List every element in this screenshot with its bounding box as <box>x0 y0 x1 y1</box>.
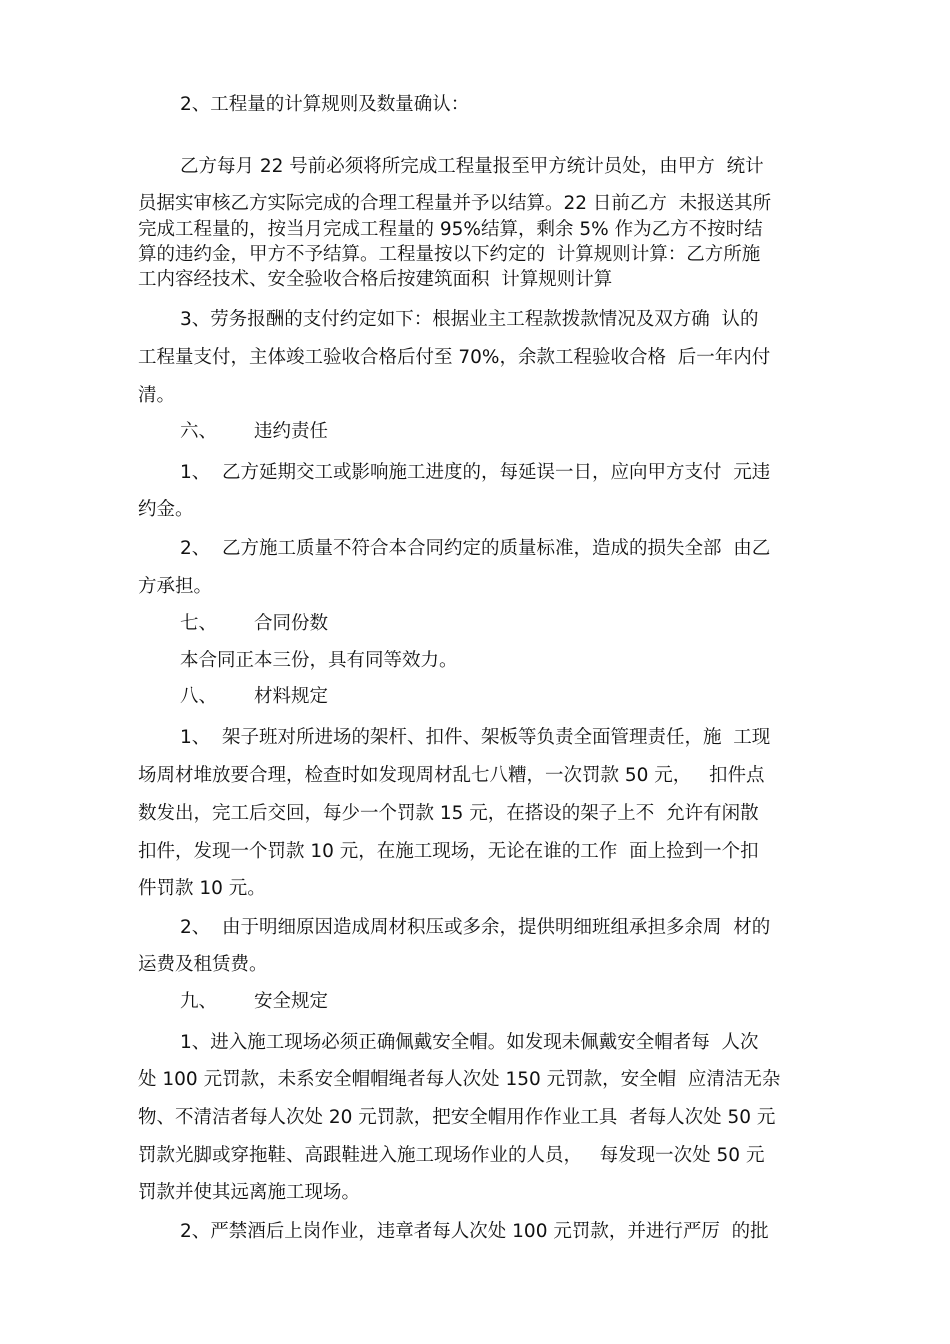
paragraph-line: 1、 乙方延期交工或影响施工进度的，每延误一日，应向甲方支付 元违 <box>180 462 771 483</box>
paragraph-line: 清。 <box>138 385 176 406</box>
paragraph-line: 1、进入施工现场必须正确佩戴安全帽。如发现未佩戴安全帽者每 人次 <box>180 1032 759 1053</box>
section-number: 六、 <box>180 421 218 442</box>
paragraph-line: 罚款并使其远离施工现场。 <box>138 1182 361 1203</box>
section-title: 合同份数 <box>254 613 329 634</box>
paragraph-line: 工内容经技术、安全验收合格后按建筑面积 计算规则计算 <box>138 269 613 290</box>
section-title: 违约责任 <box>254 421 329 442</box>
paragraph-line: 数发出，完工后交回，每少一个罚款 15 元，在搭设的架子上不 允许有闲散 <box>138 803 759 824</box>
paragraph-line: 乙方每月 22 号前必须将所完成工程量报至甲方统计员处，由甲方 统计 <box>180 156 764 177</box>
paragraph-line: 2、严禁酒后上岗作业，违章者每人次处 100 元罚款，并进行严厉 的批 <box>180 1221 769 1242</box>
paragraph-line: 1、 架子班对所进场的架杆、扣件、架板等负责全面管理责任，施 工现 <box>180 727 771 748</box>
section-number: 七、 <box>180 613 218 634</box>
paragraph-line: 工程量支付，主体竣工验收合格后付至 70%，余款工程验收合格 后一年内付 <box>138 347 771 368</box>
paragraph-line: 完成工程量的，按当月完成工程量的 95%结算，剩余 5% 作为乙方不按时结 <box>138 219 763 240</box>
section-title: 材料规定 <box>254 686 329 707</box>
paragraph-line: 约金。 <box>138 499 194 520</box>
paragraph-line: 2、 由于明细原因造成周材积压或多余，提供明细班组承担多余周 材的 <box>180 917 771 938</box>
paragraph-line: 算的违约金，甲方不予结算。工程量按以下约定的 计算规则计算：乙方所施 <box>138 244 761 265</box>
paragraph-line: 2、 乙方施工质量不符合本合同约定的质量标准，造成的损失全部 由乙 <box>180 538 771 559</box>
section-number: 八、 <box>180 686 218 707</box>
paragraph-line: 场周材堆放要合理，检查时如发现周材乱七八糟，一次罚款 50 元， 扣件点 <box>138 765 765 786</box>
paragraph-line: 3、劳务报酬的支付约定如下：根据业主工程款拨款情况及双方确 认的 <box>180 309 759 330</box>
paragraph-line: 方承担。 <box>138 576 213 597</box>
paragraph-line: 处 100 元罚款，未系安全帽帽绳者每人次处 150 元罚款，安全帽 应清洁无杂 <box>138 1069 781 1090</box>
paragraph-line: 运费及租赁费。 <box>138 954 268 975</box>
paragraph-line: 2、工程量的计算规则及数量确认： <box>180 94 470 115</box>
paragraph-line: 扣件，发现一个罚款 10 元，在施工现场，无论在谁的工作 面上捡到一个扣 <box>138 841 759 862</box>
section-number: 九、 <box>180 991 218 1012</box>
section-title: 安全规定 <box>254 991 329 1012</box>
paragraph-line: 物、不清洁者每人次处 20 元罚款，把安全帽用作作业工具 者每人次处 50 元 <box>138 1107 776 1128</box>
paragraph-line: 罚款光脚或穿拖鞋、高跟鞋进入施工现场作业的人员， 每发现一次处 50 元 <box>138 1145 765 1166</box>
paragraph-line: 本合同正本三份，具有同等效力。 <box>180 650 458 671</box>
paragraph-line: 件罚款 10 元。 <box>138 878 266 899</box>
paragraph-line: 员据实审核乙方实际完成的合理工程量并予以结算。22 日前乙方 未报送其所 <box>138 193 772 214</box>
